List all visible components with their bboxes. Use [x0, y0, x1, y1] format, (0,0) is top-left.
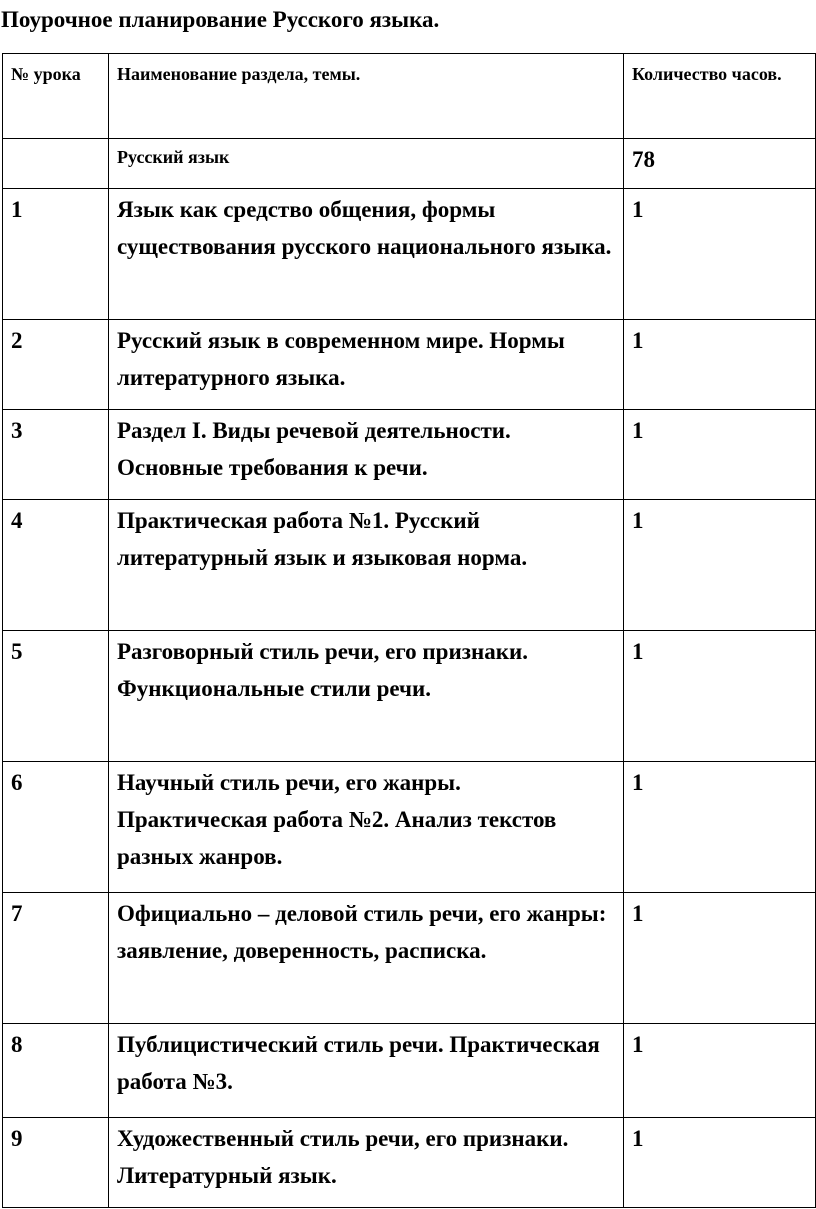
lesson-hours: 1 — [624, 189, 816, 320]
lesson-plan-table — [2, 53, 816, 1208]
lesson-topic: Русский язык в современном мире. Нормы литературного языка. — [109, 320, 624, 410]
table-row — [3, 500, 816, 631]
lesson-number: 3 — [3, 410, 109, 500]
subject-total-hours: 78 — [624, 139, 816, 189]
lesson-number: 7 — [3, 893, 109, 1024]
lesson-hours: 1 — [624, 893, 816, 1024]
lesson-topic: Научный стиль речи, его жанры. Практическая работа №2. Анализ текстов разных жанров. — [109, 762, 624, 893]
lesson-number: 1 — [3, 189, 109, 320]
lesson-number: 5 — [3, 631, 109, 762]
header-lesson-number: № урока — [3, 54, 109, 139]
lesson-number: 9 — [3, 1118, 109, 1208]
lesson-hours: 1 — [624, 762, 816, 893]
lesson-hours: 1 — [624, 500, 816, 631]
header-hours: Количество часов. — [624, 54, 816, 139]
table-row — [3, 189, 816, 320]
subject-row — [3, 139, 816, 189]
lesson-number: 6 — [3, 762, 109, 893]
lesson-topic: Художественный стиль речи, его признаки. Литературный язык. — [109, 1118, 624, 1208]
page-title: Поурочное планирование Русского языка. — [1, 7, 440, 32]
subject-number-cell — [3, 139, 109, 189]
lesson-topic: Практическая работа №1. Русский литературный язык и языковая норма. — [109, 500, 624, 631]
lesson-topic: Разговорный стиль речи, его признаки. Функциональные стили речи. — [109, 631, 624, 762]
table-row — [3, 1118, 816, 1208]
table-row — [3, 631, 816, 762]
lesson-hours: 1 — [624, 410, 816, 500]
lesson-number: 2 — [3, 320, 109, 410]
table-row — [3, 762, 816, 893]
table-header-row — [3, 54, 816, 139]
table-row — [3, 1024, 816, 1118]
lesson-hours: 1 — [624, 1024, 816, 1118]
lesson-number: 4 — [3, 500, 109, 631]
table-row — [3, 893, 816, 1024]
header-topic: Наименование раздела, темы. — [109, 54, 624, 139]
lesson-hours: 1 — [624, 1118, 816, 1208]
subject-name: Русский язык — [109, 139, 624, 189]
table-row — [3, 320, 816, 410]
lesson-topic: Публицистический стиль речи. Практическая работа №3. — [109, 1024, 624, 1118]
lesson-hours: 1 — [624, 320, 816, 410]
lesson-topic: Раздел I. Виды речевой деятельности. Основные требования к речи. — [109, 410, 624, 500]
lesson-topic: Язык как средство общения, формы существования русского национального языка. — [109, 189, 624, 320]
lesson-number: 8 — [3, 1024, 109, 1118]
lesson-topic: Официально – деловой стиль речи, его жанры: заявление, доверенность, расписка. — [109, 893, 624, 1024]
table-row — [3, 410, 816, 500]
lesson-hours: 1 — [624, 631, 816, 762]
